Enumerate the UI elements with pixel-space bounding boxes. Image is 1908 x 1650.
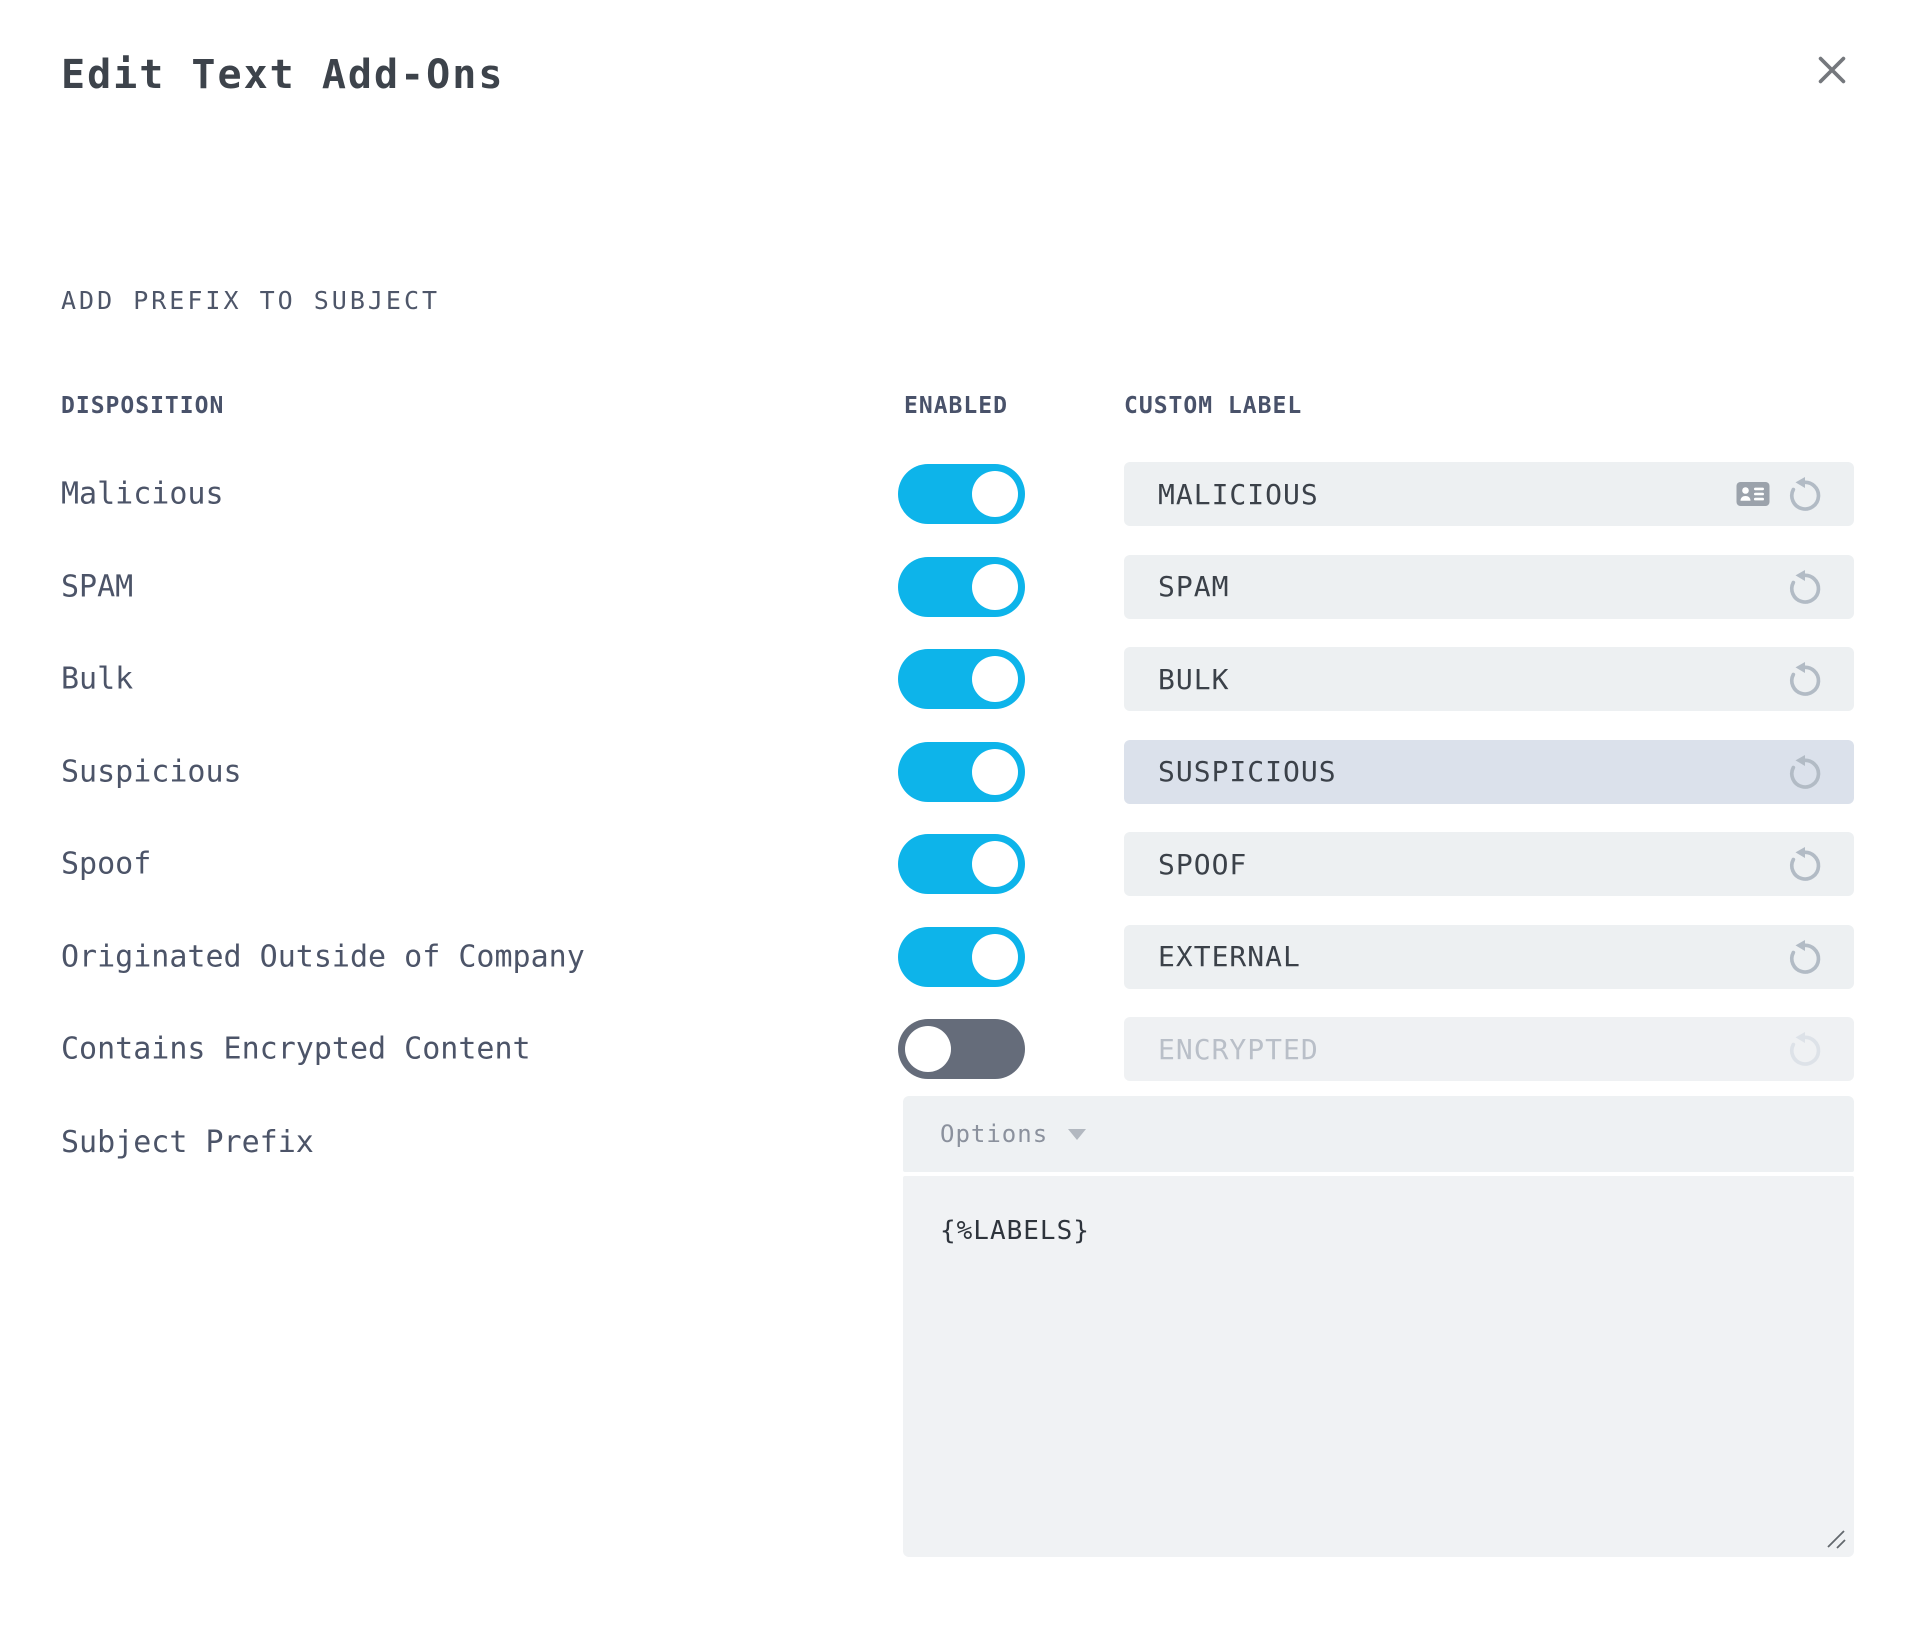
close-button[interactable] [1808,46,1856,94]
toggle-knob [972,841,1018,887]
disposition-label: Suspicious [61,754,242,789]
toggle-knob [972,471,1018,517]
close-icon [1816,54,1848,86]
custom-label-input[interactable] [1124,462,1854,526]
reset-label-icon[interactable] [1784,659,1824,699]
chevron-down-icon [1068,1129,1086,1140]
column-header-custom-label: CUSTOM LABEL [1124,393,1303,419]
custom-label-input [1124,1017,1854,1081]
disposition-label: Spoof [61,846,152,882]
disposition-label: Bulk [61,661,134,697]
custom-label-value: SUSPICIOUS [1158,755,1337,788]
input-icons [1784,567,1824,607]
disposition-row [0,818,1908,910]
reset-label-icon[interactable] [1784,567,1824,607]
section-heading: ADD PREFIX TO SUBJECT [61,286,441,315]
custom-label-input[interactable] [1124,647,1854,711]
disposition-row [0,726,1908,818]
disposition-row [0,541,1908,633]
custom-label-input[interactable] [1124,832,1854,896]
custom-label-input[interactable] [1124,555,1854,619]
subject-prefix-options-dropdown[interactable] [903,1096,1854,1172]
dialog-title: Edit Text Add-Ons [61,52,505,98]
column-header-disposition: DISPOSITION [61,393,225,419]
subject-prefix-textarea[interactable] [903,1176,1854,1557]
column-header-enabled: ENABLED [904,393,1008,419]
disposition-row [0,1003,1908,1095]
disposition-row [0,633,1908,725]
toggle-knob [972,564,1018,610]
enabled-toggle[interactable] [898,649,1025,709]
enabled-toggle[interactable] [898,1019,1025,1079]
disposition-label: Contains Encrypted Content [61,1031,531,1067]
input-icons [1784,1029,1824,1069]
toggle-knob [972,749,1018,795]
enabled-toggle[interactable] [898,834,1025,894]
reset-label-icon[interactable] [1784,937,1824,977]
custom-label-input[interactable] [1124,740,1854,804]
enabled-toggle[interactable] [898,927,1025,987]
custom-label-value: EXTERNAL [1158,940,1301,973]
input-icons [1784,659,1824,699]
custom-label-value: BULK [1158,662,1230,696]
custom-label-value: SPAM [1158,570,1230,603]
custom-label-value: SPOOF [1158,847,1248,881]
enabled-toggle[interactable] [898,464,1025,524]
reset-label-icon[interactable] [1784,844,1824,884]
disposition-label: Originated Outside of Company [61,939,585,974]
reset-label-icon[interactable] [1784,474,1824,514]
toggle-knob [905,1026,951,1072]
contact-card-icon [1736,481,1770,507]
input-icons [1784,937,1824,977]
resize-handle-icon[interactable] [1824,1527,1848,1551]
disposition-label: Malicious [61,476,224,512]
subject-prefix-label: Subject Prefix [61,1125,314,1160]
enabled-toggle[interactable] [898,557,1025,617]
subject-prefix-value: {%LABELS} [940,1216,1090,1246]
custom-label-value: MALICIOUS [1158,477,1319,511]
input-icons [1736,474,1824,514]
custom-label-value: ENCRYPTED [1158,1032,1319,1066]
reset-label-icon[interactable] [1784,1029,1824,1069]
toggle-knob [972,656,1018,702]
enabled-toggle[interactable] [898,742,1025,802]
custom-label-input[interactable] [1124,925,1854,989]
disposition-row [0,448,1908,540]
input-icons [1784,844,1824,884]
disposition-label: SPAM [61,569,134,604]
disposition-row [0,911,1908,1003]
options-dropdown-label: Options [940,1120,1049,1148]
input-icons [1784,752,1824,792]
reset-label-icon[interactable] [1784,752,1824,792]
toggle-knob [972,934,1018,980]
